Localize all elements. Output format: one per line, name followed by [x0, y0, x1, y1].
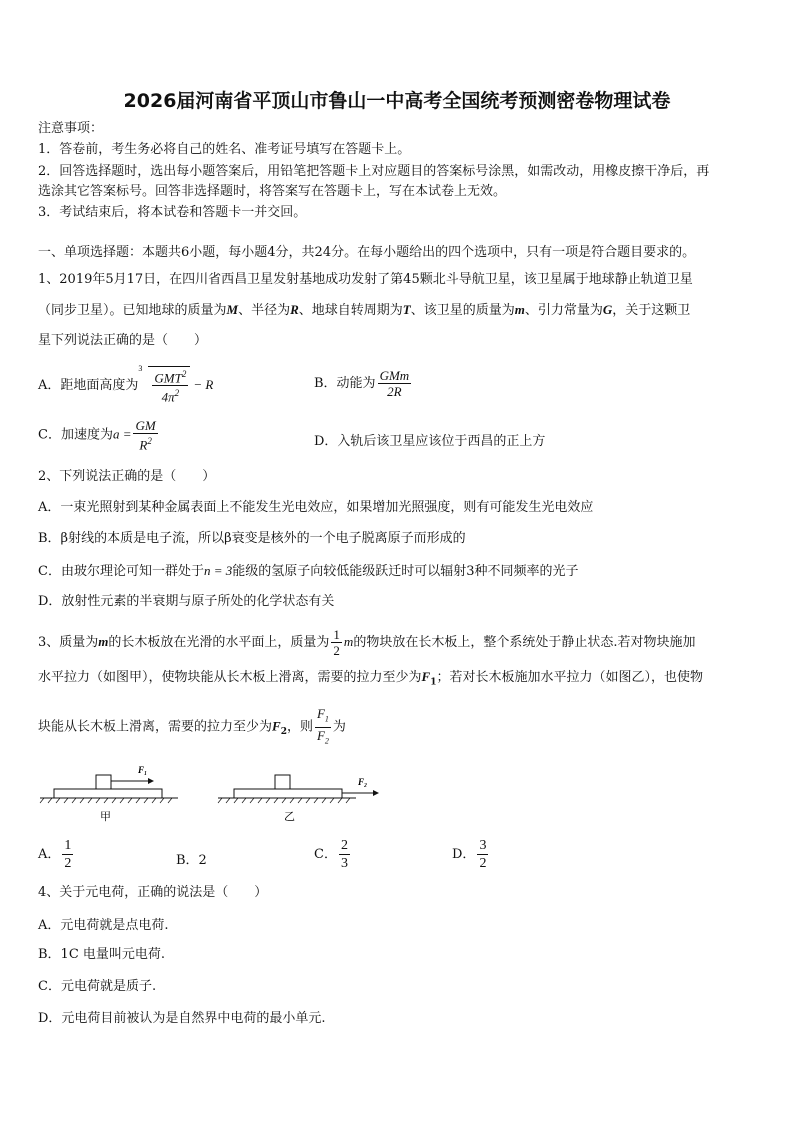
exponent: 2	[147, 436, 152, 446]
q4-option-a: A．元电荷就是点电荷.	[38, 918, 169, 933]
figure-yi	[218, 775, 379, 823]
option-label: C．加速度为	[38, 427, 113, 443]
fraction: $\frac{2}{3}$	[340, 838, 348, 871]
q3-text: 的物块放在长木板上，整个系统处于静止状态.若对物块施加	[353, 635, 696, 650]
denominator: F	[316, 727, 325, 743]
ground-hatching	[40, 798, 172, 803]
option-label: A．距地面高度为	[38, 377, 139, 393]
q1-text: 、半径为	[238, 303, 291, 318]
fraction: $\frac{3}{2}$	[479, 838, 487, 871]
numerator: F	[316, 706, 325, 721]
notice-item-2a: 2．回答选择题时，选出每小题答案后，用铅笔把答题卡上对应题目的答案标号涂黑，如需改动，用橡皮擦干净后，再	[38, 164, 710, 179]
q3-option-b: B．2	[176, 853, 207, 868]
block	[96, 775, 111, 789]
root-index: 3	[138, 364, 143, 373]
var-F1: F	[421, 669, 431, 684]
var-F2: F	[272, 718, 281, 734]
subscript: 1	[430, 677, 437, 688]
figure-label-jia: 甲	[100, 810, 111, 823]
cube-root	[138, 366, 190, 405]
equals-3: = 3	[210, 563, 233, 578]
q4-stem: 4、关于元电荷，正确的说法是（ ）	[38, 885, 268, 900]
ground-hatching	[218, 798, 350, 803]
q3-text: 的长木板放在光滑的水平面上，质量为	[108, 635, 330, 650]
q3-text: ；若对长木板施加水平拉力（如图乙），也使物	[436, 670, 703, 685]
q1-option-c	[38, 418, 160, 452]
q1-option-d: D．入轨后该卫星应该位于西昌的正上方	[314, 434, 546, 449]
var-T: T	[402, 302, 411, 317]
q2-option-c	[38, 562, 579, 581]
arrow-head	[148, 778, 154, 784]
q1-text: （同步卫星）。已知地球的质量为	[38, 303, 227, 318]
numerator: GMT	[154, 370, 182, 386]
q3-text: 水平拉力（如图甲），使物块能从长木板上滑离，需要的拉力至少为	[38, 670, 422, 685]
q3-line-1	[38, 627, 695, 658]
q3-option-a	[38, 837, 75, 872]
denominator: R	[139, 437, 148, 453]
var-G: G	[602, 302, 613, 317]
var-m: m	[514, 302, 525, 317]
figure-label-yi: 乙	[284, 810, 295, 823]
q1-text: ，关于这颗卫	[612, 303, 691, 318]
q1-option-a	[38, 366, 213, 405]
long-board	[234, 789, 342, 798]
subscript: 2	[280, 727, 287, 738]
notice-heading: 注意事项：	[38, 121, 104, 136]
q1-text: 、引力常量为	[524, 303, 603, 318]
q2-text: 能级的氢原子向较低能级跃迁时可以辐射3种不同频率的光子	[232, 564, 579, 579]
q3-line-2	[38, 668, 703, 692]
exponent: 2	[174, 388, 180, 399]
force-label-f2: F₂	[358, 777, 368, 787]
var-a: a =	[112, 426, 132, 442]
q2-stem: 2、下列说法正确的是（ ）	[38, 469, 216, 484]
q3-text: 3、质量为	[38, 635, 99, 650]
force-label-f1: F₁	[138, 765, 148, 775]
q4-option-c: C．元电荷就是质子.	[38, 979, 157, 994]
var-n: n	[203, 563, 211, 578]
fraction: $\frac{1}{2}$	[64, 838, 72, 871]
notice-item-2b: 选涂其它答案标号。回答非选择题时，将答案写在答题卡上，写在本试卷上无效。	[38, 184, 507, 199]
exponent: 2	[181, 369, 187, 379]
fraction	[152, 367, 188, 405]
option-label: B．动能为	[314, 376, 376, 391]
fraction-half: $\frac{1}{2}$	[333, 627, 340, 658]
q3-text: ，则	[286, 719, 313, 735]
q1-line-2	[38, 301, 690, 320]
var-m: m	[343, 634, 354, 649]
q3-text: 为	[332, 719, 346, 735]
q4-option-b: B．1C 电量叫元电荷.	[38, 947, 166, 962]
q1-option-b	[314, 368, 413, 399]
arrow-head	[373, 790, 379, 796]
q3-line-3	[38, 706, 346, 748]
q1-line-3: 星下列说法正确的是（ ）	[38, 333, 208, 348]
figure-jia	[40, 765, 178, 823]
q3-option-d	[452, 837, 490, 872]
var-m: m	[98, 634, 109, 649]
subscript: 2	[324, 736, 329, 746]
fraction: $\frac{\text{GMm}}{2R}$	[379, 368, 410, 399]
option-label: C．	[314, 847, 337, 862]
subscript: 1	[324, 714, 329, 724]
q3-option-c	[314, 837, 352, 872]
notice-item-1: 1．答卷前，考生务必将自己的姓名、准考证号填写在答题卡上。	[38, 142, 411, 157]
q3-figures	[38, 758, 398, 828]
var-M: M	[226, 302, 239, 317]
q2-option-d: D．放射性元素的半衰期与原子所处的化学状态有关	[38, 594, 335, 609]
option-label: A．	[38, 847, 61, 862]
page-title: 2026届河南省平顶山市鲁山一中高考全国统考预测密卷物理试卷	[123, 90, 671, 112]
q2-text: C．由玻尔理论可知一群处于	[38, 564, 204, 579]
fraction: $\frac{GM}{R^2}$	[135, 418, 156, 453]
denominator: 4π	[161, 389, 175, 405]
notice-item-3: 3．考试结束后，将本试卷和答题卡一并交回。	[38, 205, 307, 220]
section-heading: 一、单项选择题：本题共6小题，每小题4分，共24分。在每小题给出的四个选项中，只有一项是符合题目要求的。	[38, 245, 696, 260]
q2-option-b: B．β射线的本质是电子流，所以β衰变是核外的一个电子脱离原子而形成的	[38, 531, 466, 546]
minus-R: − R	[193, 376, 214, 392]
fraction-f1-f2	[315, 706, 331, 748]
block	[275, 775, 290, 789]
q4-option-d: D．元电荷目前被认为是自然界中电荷的最小单元.	[38, 1011, 326, 1026]
q2-option-a: A．一束光照射到某种金属表面上不能发生光电效应，如果增加光照强度，则有可能发生光电效应	[38, 500, 594, 515]
long-board	[54, 789, 162, 798]
var-R: R	[290, 302, 299, 317]
q1-line-1: 1、2019年5月17日，在四川省西昌卫星发射基地成功发射了第45颗北斗导航卫星，该卫星属于地球静止轨道卫星	[38, 272, 693, 287]
q1-text: 、地球自转周期为	[298, 303, 403, 318]
option-label: D．	[452, 847, 476, 862]
q3-text: 块能从长木板上滑离，需要的拉力至少为	[38, 719, 273, 735]
q1-text: 、该卫星的质量为	[410, 303, 515, 318]
